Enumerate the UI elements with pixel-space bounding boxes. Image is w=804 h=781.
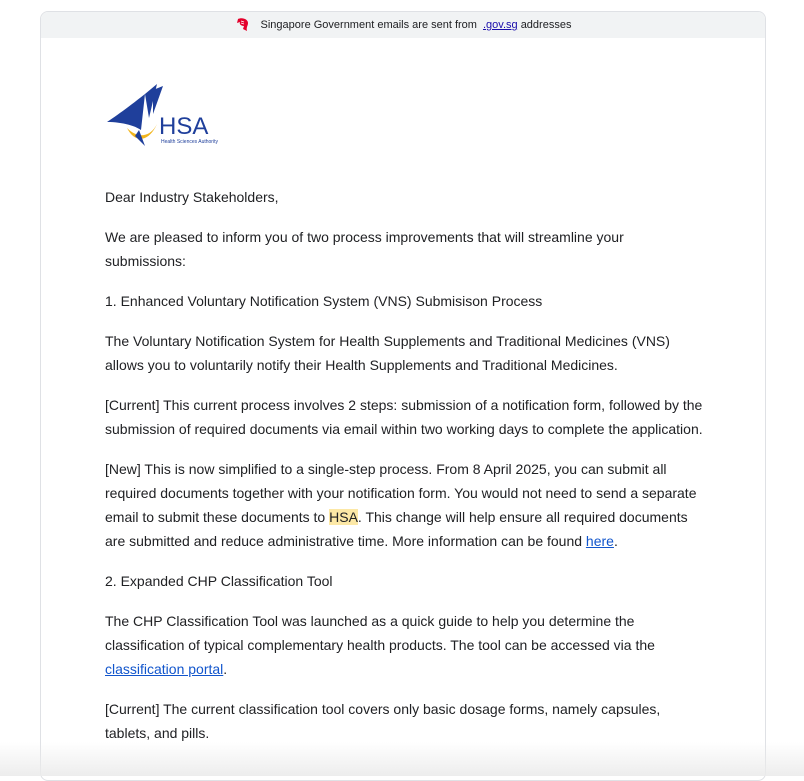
email-frame	[40, 11, 766, 781]
greeting: Dear Industry Stakeholders,	[105, 185, 705, 209]
hsa-highlight: HSA	[329, 509, 358, 525]
lion-head-icon	[235, 17, 251, 33]
here-link[interactable]: here	[586, 533, 614, 549]
section2-title: 2. Expanded CHP Classification Tool	[105, 569, 705, 593]
section2-description: The CHP Classification Tool was launched as a quick guide to help you determine the classification of typical complementary health products. The tool can be accessed via the classification portal.	[105, 609, 705, 681]
section2-current: [Current] The current classification tool covers only basic dosage forms, namely capsules, tablets, and pills.	[105, 697, 705, 745]
email-body	[105, 84, 705, 745]
section1-description: The Voluntary Notification System for Health Supplements and Traditional Medicines (VNS) allows you to voluntarily notify their Health Supplements and Traditional Medicines.	[105, 329, 705, 377]
hsa-logo-text: HSA	[159, 113, 208, 140]
hsa-logo	[105, 84, 225, 154]
gov-banner	[41, 12, 765, 38]
section1-new-text-b: . This change will help ensure all required documents are submitted and reduce administrative time. More information can be found	[105, 509, 688, 549]
section1-current: [Current] This current process involves 2 steps: submission of a notification form, followed by the submission of required documents via email within two working days to complete the application.	[105, 393, 705, 441]
classification-portal-link[interactable]: classification portal	[105, 661, 223, 677]
hsa-logo-subtext: Health Sciences Authority	[161, 139, 218, 145]
banner-text-before: Singapore Government emails are sent from	[261, 19, 477, 31]
section1-title: 1. Enhanced Voluntary Notification System (VNS) Submisison Process	[105, 289, 705, 313]
gov-sg-link[interactable]: .gov.sg	[483, 19, 518, 31]
section1-new-text-a: [New] This is now simplified to a single-step process. From 8 April 2025, you can submit all required documents together with your notification form. You would not need to send a separate email to submit these documents to	[105, 461, 697, 525]
intro-paragraph: We are pleased to inform you of two process improvements that will streamline your submissions:	[105, 225, 705, 273]
section1-new: [New] This is now simplified to a single-step process. From 8 April 2025, you can submit all required documents together with your notification form. You would not need to send a separate email to submit these documents to HSA. This change will help ensure all required documents are submitted and reduce administrative time. More information can be found here.	[105, 457, 705, 553]
section2-desc-text: The CHP Classification Tool was launched as a quick guide to help you determine the classification of typical complementary health products. The tool can be accessed via the	[105, 613, 655, 653]
banner-text-after: addresses	[521, 19, 572, 31]
